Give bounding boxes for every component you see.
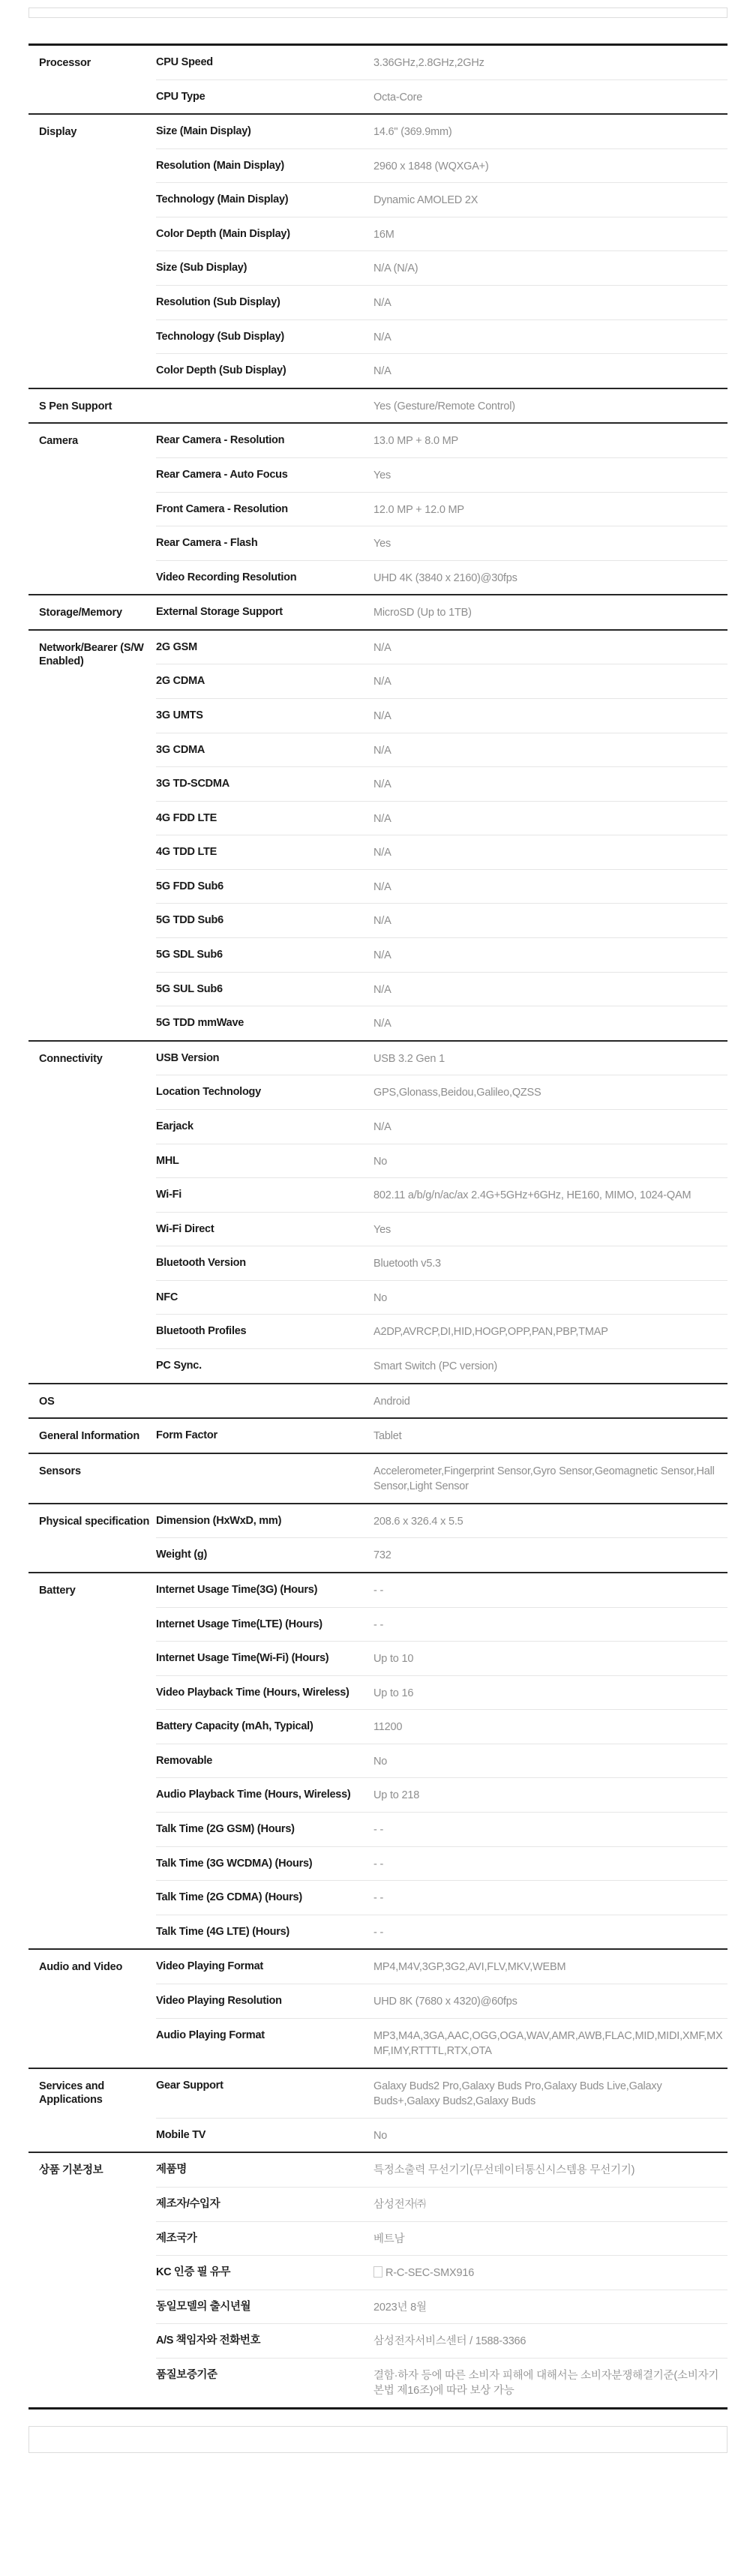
spec-row xyxy=(156,835,728,870)
spec-row-label: Technology (Sub Display) xyxy=(156,330,284,343)
spec-row xyxy=(156,1144,728,1179)
spec-row xyxy=(156,493,728,527)
spec-row-value: 2960 x 1848 (WQXGA+) xyxy=(374,160,489,172)
spec-row xyxy=(156,2222,728,2257)
spec-group-rows xyxy=(156,1950,728,2067)
spec-row-label: 제품명 xyxy=(156,2164,187,2176)
spec-sheet-page xyxy=(0,7,756,2576)
spec-row-label: MHL xyxy=(156,1154,179,1167)
spec-row xyxy=(156,458,728,493)
spec-row xyxy=(156,870,728,904)
spec-row-label: Battery Capacity (mAh, Typical) xyxy=(156,1720,314,1733)
spec-row-label: 3G CDMA xyxy=(156,743,206,756)
spec-row-value: UHD 8K (7680 x 4320)@60fps xyxy=(374,1995,518,2008)
spec-row-label: 동일모델의 출시년월 xyxy=(156,2300,251,2313)
spec-group xyxy=(28,1384,728,1420)
spec-row xyxy=(156,802,728,836)
spec-row-label: Technology (Main Display) xyxy=(156,193,289,206)
spec-row xyxy=(156,2359,728,2407)
spec-row xyxy=(156,1110,728,1144)
spec-row-label: NFC xyxy=(156,1291,178,1303)
spec-row-label: Wi-Fi xyxy=(156,1189,182,1201)
spec-row-label: Video Playing Resolution xyxy=(156,1994,282,2007)
spec-row-label: 제조자/수입자 xyxy=(156,2198,220,2210)
spec-row-label: Video Playing Format xyxy=(156,1960,263,1973)
spec-row-value: 732 xyxy=(374,1549,392,1562)
spec-row-label: Rear Camera - Auto Focus xyxy=(156,468,288,481)
spec-group-label: Processor xyxy=(39,57,92,69)
spec-row xyxy=(156,2256,728,2290)
spec-row-label: Audio Playing Format xyxy=(156,2029,265,2041)
spec-row-value: Up to 218 xyxy=(374,1789,420,1802)
spec-row-label: Video Playback Time (Hours, Wireless) xyxy=(156,1686,350,1699)
spec-row-value: 특정소출력 무선기기(무선데이터통신시스템용 무선기기) xyxy=(374,2164,635,2177)
spec-row-value: 16M xyxy=(374,228,394,241)
spec-row-label: Dimension (HxWxD, mm) xyxy=(156,1514,282,1527)
spec-row-label: Internet Usage Time(LTE) (Hours) xyxy=(156,1618,322,1630)
spec-row-value: MP4,M4V,3GP,3G2,AVI,FLV,MKV,WEBM xyxy=(374,1961,566,1974)
spec-row-label: 제조국가 xyxy=(156,2232,197,2245)
spec-row-label: 5G SDL Sub6 xyxy=(156,949,223,961)
spec-group-label: General Information xyxy=(39,1430,140,1443)
spec-row-label: 4G FDD LTE xyxy=(156,811,218,824)
spec-row-value xyxy=(374,2256,728,2290)
spec-row-label: Earjack xyxy=(156,1120,194,1132)
spec-group xyxy=(28,1042,728,1384)
spec-row-label: Rear Camera - Flash xyxy=(156,537,258,550)
spec-row-value: A2DP,AVRCP,DI,HID,HOGP,OPP,PAN,PBP,TMAP xyxy=(374,1326,608,1339)
spec-row xyxy=(156,2188,728,2222)
spec-row-label: Form Factor xyxy=(156,1429,218,1442)
spec-row-label: Video Recording Resolution xyxy=(156,571,297,583)
spec-row xyxy=(156,1246,728,1281)
spec-row xyxy=(156,354,728,388)
spec-group-rows xyxy=(156,1419,728,1453)
spec-row-label: Talk Time (3G WCDMA) (Hours) xyxy=(156,1857,313,1870)
spec-group xyxy=(28,1573,728,1950)
spec-row-value: N/A xyxy=(374,1018,392,1030)
spec-row-value: No xyxy=(374,2129,388,2142)
spec-row xyxy=(156,251,728,286)
spec-row-label: Color Depth (Sub Display) xyxy=(156,364,286,377)
spec-row-value: 3.36GHz,2.8GHz,2GHz xyxy=(374,57,484,69)
spec-row-label: KC 인증 필 유무 xyxy=(156,2266,231,2279)
spec-row-label: A/S 책임자와 전화번호 xyxy=(156,2335,261,2347)
spec-group-label: Battery xyxy=(39,1585,76,1597)
spec-row-label: USB Version xyxy=(156,1051,220,1064)
spec-row xyxy=(156,2119,728,2152)
spec-row-value: N/A xyxy=(374,880,392,893)
spec-group xyxy=(28,2069,728,2154)
spec-row xyxy=(156,1349,728,1383)
spec-row-label: Gear Support xyxy=(156,2079,224,2092)
spec-row-value: N/A xyxy=(374,847,392,859)
spec-row xyxy=(156,1710,728,1744)
spec-row xyxy=(156,1419,728,1453)
spec-row xyxy=(156,424,728,458)
spec-row xyxy=(156,973,728,1007)
spec-row-label: Front Camera - Resolution xyxy=(156,502,288,515)
spec-row xyxy=(156,1915,728,1949)
spec-row xyxy=(156,1384,728,1418)
spec-row xyxy=(156,1608,728,1642)
spec-row-value: N/A (N/A) xyxy=(374,262,418,275)
spec-row-label: 2G GSM xyxy=(156,640,197,653)
spec-row-label: 3G UMTS xyxy=(156,709,203,721)
spec-row xyxy=(156,1538,728,1572)
spec-row-value: GPS,Glonass,Beidou,Galileo,QZSS xyxy=(374,1087,542,1099)
spec-group xyxy=(28,1950,728,2068)
spec-row xyxy=(156,1778,728,1813)
spec-row-label: PC Sync. xyxy=(156,1359,202,1372)
spec-row-value: Bluetooth v5.3 xyxy=(374,1258,441,1270)
spec-row xyxy=(156,1006,728,1040)
spec-row-value: MP3,M4A,3GA,AAC,OGG,OGA,WAV,AMR,AWB,FLAC,MID,MIDI,XMF,MXMF,IMY,RTTTL,RTX,OTA xyxy=(374,2029,723,2058)
spec-group-label: Audio and Video xyxy=(39,1961,123,1974)
spec-row-value: Galaxy Buds2 Pro,Galaxy Buds Pro,Galaxy Buds Live,Galaxy Buds+,Galaxy Buds2,Galaxy Buds xyxy=(374,2080,662,2108)
spec-row-value: Yes xyxy=(374,538,392,550)
spec-row xyxy=(156,1950,728,1984)
spec-row xyxy=(156,733,728,768)
spec-row-label: External Storage Support xyxy=(156,606,283,619)
spec-group xyxy=(28,115,728,389)
spec-row-value: N/A xyxy=(374,744,392,757)
spec-row-value: N/A xyxy=(374,812,392,825)
spec-row-value: Yes xyxy=(374,469,392,481)
spec-group-rows xyxy=(156,2069,728,2152)
spec-row xyxy=(156,1573,728,1608)
spec-group-label: 상품 기본정보 xyxy=(39,2164,104,2177)
spec-row-value: No xyxy=(374,1755,388,1768)
spec-row-value: - - xyxy=(374,1618,384,1631)
spec-group-rows xyxy=(156,1384,728,1418)
spec-row-label: Internet Usage Time(3G) (Hours) xyxy=(156,1584,318,1597)
spec-row-label: CPU Type xyxy=(156,90,206,103)
spec-row-label: 5G TDD Sub6 xyxy=(156,914,224,927)
spec-row xyxy=(156,1281,728,1315)
spec-group-label: OS xyxy=(39,1395,55,1408)
spec-row-value: - - xyxy=(374,1926,384,1939)
spec-row-value: 11200 xyxy=(374,1721,403,1734)
spec-row-label: 5G FDD Sub6 xyxy=(156,880,224,892)
spec-row-label: Audio Playback Time (Hours, Wireless) xyxy=(156,1789,351,1801)
spec-row-label: Bluetooth Profiles xyxy=(156,1325,247,1338)
spec-row xyxy=(156,1813,728,1847)
spec-row-value: USB 3.2 Gen 1 xyxy=(374,1052,445,1065)
spec-row-value: - - xyxy=(374,1858,384,1870)
spec-row xyxy=(156,1315,728,1349)
spec-row-label: Internet Usage Time(Wi-Fi) (Hours) xyxy=(156,1652,329,1665)
spec-row-label: Size (Sub Display) xyxy=(156,262,248,274)
spec-row xyxy=(156,1744,728,1779)
spec-row-value: N/A xyxy=(374,331,392,343)
spec-group-label: Physical specification xyxy=(39,1515,150,1528)
spec-row xyxy=(156,2153,728,2188)
spec-row xyxy=(156,1847,728,1882)
kc-certification-checkbox[interactable] xyxy=(374,2266,382,2278)
spec-row xyxy=(156,631,728,665)
spec-row xyxy=(156,526,728,561)
spec-row-value: Octa-Core xyxy=(374,91,423,103)
spec-group-label: Network/Bearer (S/W Enabled) xyxy=(39,641,144,668)
spec-group xyxy=(28,46,728,115)
spec-row-value: Tablet xyxy=(374,1430,402,1443)
spec-row-label: Mobile TV xyxy=(156,2128,206,2141)
spec-row-label: 2G CDMA xyxy=(156,675,206,688)
spec-row-value: 삼성전자서비스센터 / 1588-3366 xyxy=(374,2335,526,2348)
spec-group-label: Storage/Memory xyxy=(39,607,122,619)
spec-row xyxy=(156,2290,728,2325)
spec-row-value: 삼성전자㈜ xyxy=(374,2199,426,2211)
spec-row xyxy=(156,699,728,733)
spec-row-value: 802.11 a/b/g/n/ac/ax 2.4G+5GHz+6GHz, HE160, MIMO, 1024-QAM xyxy=(374,1189,692,1202)
spec-row-label: 5G TDD mmWave xyxy=(156,1017,244,1030)
specification-table xyxy=(28,43,728,2410)
spec-row-value: UHD 4K (3840 x 2160)@30fps xyxy=(374,571,518,584)
spec-group-rows xyxy=(156,1504,728,1572)
spec-row-label: CPU Speed xyxy=(156,56,213,68)
spec-row xyxy=(156,664,728,699)
spec-row xyxy=(156,2019,728,2068)
spec-row xyxy=(156,1075,728,1110)
spec-row-value: 14.6" (369.9mm) xyxy=(374,126,452,139)
spec-row-value: MicroSD (Up to 1TB) xyxy=(374,607,472,619)
spec-row-value: 208.6 x 326.4 x 5.5 xyxy=(374,1515,464,1528)
spec-row-value: 결함·하자 등에 따른 소비자 피해에 대해서는 소비자분쟁해결기준(소비자기본법 제16조)에 따라 보상 가능 xyxy=(374,2369,719,2398)
spec-row xyxy=(156,389,728,423)
spec-group-rows xyxy=(156,631,728,1040)
spec-group-label: Display xyxy=(39,126,77,139)
spec-row xyxy=(156,1178,728,1213)
spec-row-value: N/A xyxy=(374,1120,392,1133)
spec-row xyxy=(156,320,728,355)
spec-row-label: Rear Camera - Resolution xyxy=(156,434,285,447)
spec-row-label: Size (Main Display) xyxy=(156,125,251,138)
spec-row xyxy=(156,1213,728,1247)
spec-group-rows xyxy=(156,595,728,629)
spec-row xyxy=(156,938,728,973)
spec-group-label: Camera xyxy=(39,435,78,448)
spec-row xyxy=(156,286,728,320)
spec-row-label: Talk Time (4G LTE) (Hours) xyxy=(156,1925,290,1938)
spec-row-value: N/A xyxy=(374,949,392,962)
spec-row-label: Resolution (Sub Display) xyxy=(156,296,280,309)
spec-group xyxy=(28,389,728,424)
spec-row xyxy=(156,183,728,217)
spec-group xyxy=(28,1454,728,1504)
spec-row-value: No xyxy=(374,1155,388,1168)
spec-row xyxy=(156,595,728,629)
spec-group-label: S Pen Support xyxy=(39,400,112,412)
spec-group-rows xyxy=(156,115,728,388)
spec-group xyxy=(28,631,728,1042)
spec-row xyxy=(156,115,728,149)
spec-row-label: Weight (g) xyxy=(156,1549,208,1561)
spec-row-value: 2023년 8월 xyxy=(374,2301,427,2314)
spec-row xyxy=(156,561,728,595)
spec-row xyxy=(156,217,728,252)
spec-row-label: 5G SUL Sub6 xyxy=(156,982,223,995)
spec-row-value: Up to 16 xyxy=(374,1687,414,1699)
spec-row-value: 12.0 MP + 12.0 MP xyxy=(374,503,464,516)
spec-row-label: Color Depth (Main Display) xyxy=(156,227,290,240)
spec-group-rows xyxy=(156,2153,728,2407)
spec-group-rows xyxy=(156,1573,728,1948)
spec-row-value: N/A xyxy=(374,778,392,791)
spec-row xyxy=(156,767,728,802)
spec-row xyxy=(156,904,728,938)
spec-row-value: No xyxy=(374,1291,388,1304)
top-divider-box xyxy=(28,7,728,18)
bottom-divider-box xyxy=(28,2426,728,2453)
spec-row-value: Yes (Gesture/Remote Control) xyxy=(374,400,515,412)
spec-row-value: Accelerometer,Fingerprint Sensor,Gyro Sensor,Geomagnetic Sensor,Hall Sensor,Light Sensor xyxy=(374,1465,715,1493)
spec-row-label: Wi-Fi Direct xyxy=(156,1222,214,1235)
spec-row-value: - - xyxy=(374,1585,384,1597)
spec-row-value: - - xyxy=(374,1824,384,1837)
spec-row-label: Bluetooth Version xyxy=(156,1257,246,1270)
spec-row-label: 3G TD-SCDMA xyxy=(156,778,230,790)
spec-group xyxy=(28,424,728,595)
spec-row-value: Smart Switch (PC version) xyxy=(374,1360,498,1372)
spec-group xyxy=(28,1504,728,1573)
spec-group-rows xyxy=(156,1454,728,1503)
spec-group-label: Sensors xyxy=(39,1465,81,1477)
spec-row-value: N/A xyxy=(374,983,392,996)
spec-group-rows xyxy=(156,1042,728,1383)
spec-group-rows xyxy=(156,424,728,594)
spec-row-value: - - xyxy=(374,1892,384,1905)
spec-row-value: Dynamic AMOLED 2X xyxy=(374,194,478,207)
spec-row-value: 베트남 xyxy=(374,2233,405,2245)
spec-group-label: Connectivity xyxy=(39,1052,103,1065)
spec-row-value: N/A xyxy=(374,709,392,722)
spec-row-label: Resolution (Main Display) xyxy=(156,159,284,172)
spec-row-value: N/A xyxy=(374,365,392,378)
spec-row-value: N/A xyxy=(374,641,392,654)
spec-row-label: Talk Time (2G GSM) (Hours) xyxy=(156,1823,295,1836)
spec-row xyxy=(156,1042,728,1076)
spec-row xyxy=(156,46,728,80)
spec-group-rows xyxy=(156,46,728,113)
spec-row-value: N/A xyxy=(374,297,392,310)
spec-row-label: Talk Time (2G CDMA) (Hours) xyxy=(156,1891,302,1904)
spec-row-value: N/A xyxy=(374,915,392,928)
spec-group-rows xyxy=(156,389,728,423)
spec-row-value: Yes xyxy=(374,1223,392,1236)
spec-group-label: Services and Applications xyxy=(39,2080,105,2107)
spec-row-label: Location Technology xyxy=(156,1086,261,1099)
spec-row xyxy=(156,80,728,114)
spec-row xyxy=(156,1504,728,1539)
spec-row xyxy=(156,1454,728,1503)
spec-row-value-text: R-C-SEC-SMX916 xyxy=(386,2267,475,2280)
spec-row-label: 품질보증기준 xyxy=(156,2368,218,2381)
spec-row xyxy=(156,2324,728,2359)
spec-group xyxy=(28,1419,728,1454)
spec-row xyxy=(156,1642,728,1676)
spec-row xyxy=(156,1984,728,2019)
spec-row-label: 4G TDD LTE xyxy=(156,846,218,859)
spec-row xyxy=(156,2069,728,2119)
spec-group xyxy=(28,2153,728,2407)
spec-group xyxy=(28,595,728,631)
spec-row-label: Removable xyxy=(156,1754,213,1767)
spec-row xyxy=(156,1881,728,1915)
spec-row-value: 13.0 MP + 8.0 MP xyxy=(374,435,458,448)
spec-row-value: Android xyxy=(374,1395,410,1408)
spec-row-value: N/A xyxy=(374,676,392,688)
spec-row xyxy=(156,149,728,184)
spec-row xyxy=(156,1676,728,1711)
spec-row-value: Up to 10 xyxy=(374,1653,414,1666)
